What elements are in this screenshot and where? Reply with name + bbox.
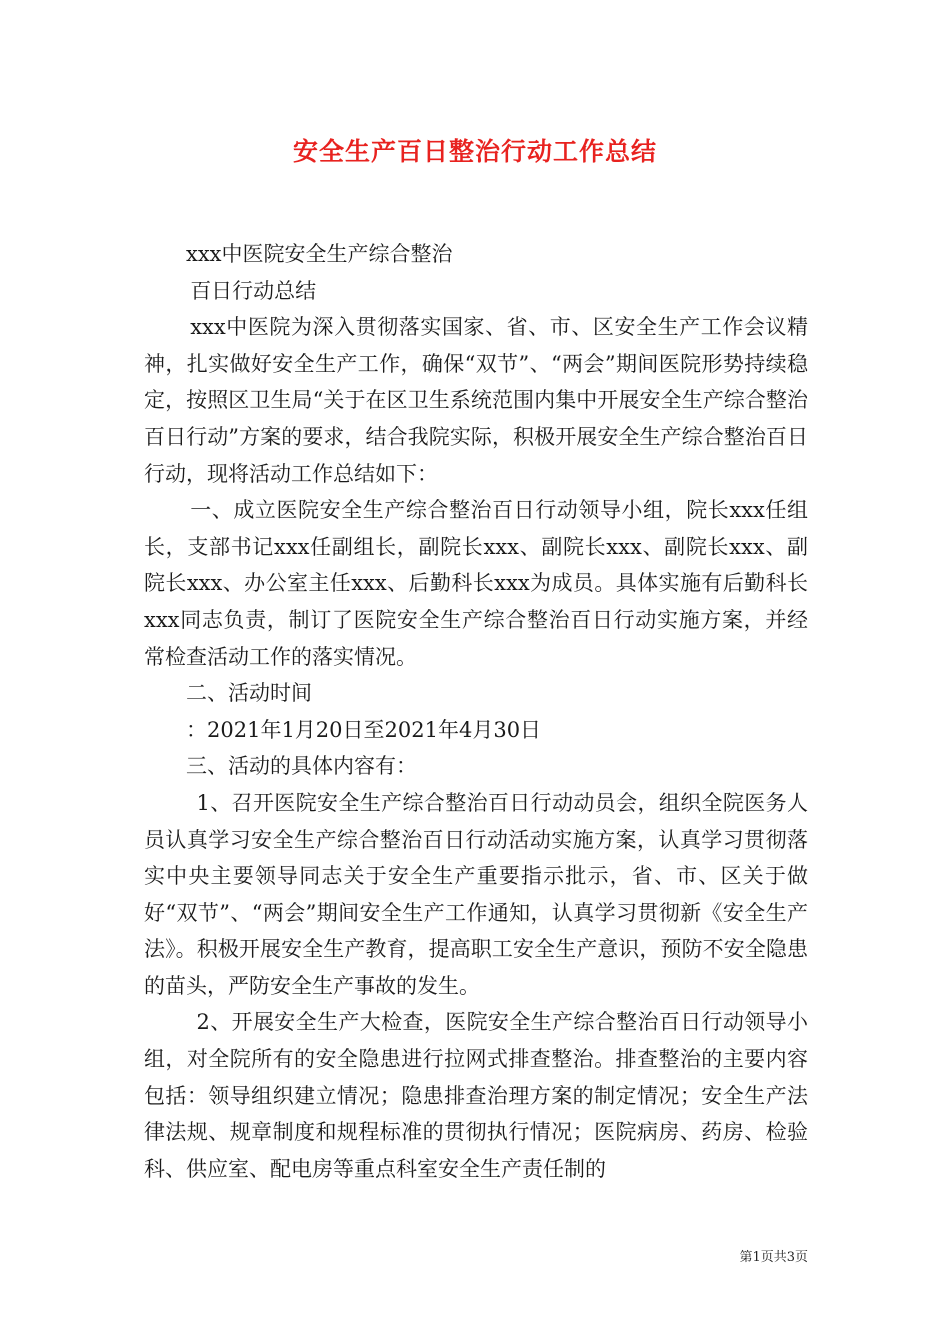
paragraph-item-two: 2、开展安全生产大检查，医院安全生产综合整治百日行动领导小组，对全院所有的安全隐患进行拉网式排查整治。排查整治的主要内容包括：领导组织建立情况；隐患排查治理方案的制定情况；安全生产法律法规、规章制度和规程标准的贯彻执行情况；医院病房、药房、检验科、供应室、配电房等重点科室安全生产责任制的 [144,1010,808,1181]
paragraph-item-one: 1、召开医院安全生产综合整治百日行动动员会，组织全院医务人员认真学习安全生产综合整治百日行动活动实施方案，认真学习贯彻落实中央主要领导同志关于安全生产重要指示批示，省、市、区关于做好“双节”、“两会”期间安全生产工作通知，认真学习贯彻新《安全生产法》。积极开展安全生产教育，提高职工安全生产意识，预防不安全隐患的苗头，严防安全生产事故的发生。 [144,790,808,998]
paragraph-section-two: 二、活动时间 [186,681,312,706]
paragraph-org-heading: xxx中医院安全生产综合整治 [186,242,453,266]
page-number: 第1页共3页 [739,1250,808,1265]
paragraph-subheading: 百日行动总结 [190,278,317,303]
paragraph-intro: xxx中医院为深入贯彻落实国家、省、市、区安全生产工作会议精神，扎实做好安全生产工作，确保“双节”、“两会”期间医院形势持续稳定，按照区卫生局“关于在区卫生系统范围内集中开展安全生产综合整治百日行动”方案的要求，结合我院实际，积极开展安全生产综合整治百日行动，现将活动工作总结如下： [144,315,808,486]
document-body [144,236,808,1187]
paragraph-time-range: ：2021年1月20日至2021年4月30日 [186,717,542,742]
document-title: 安全生产百日整治行动工作总结 [292,137,657,166]
paragraph-section-one: 一、成立医院安全生产综合整治百日行动领导小组，院长xxx任组长，支部书记xxx任副组长，副院长xxx、副院长xxx、副院长xxx、副院长xxx、办公室主任xxx、后勤科长xxx为成员。具体实施有后勤科长xxx同志负责，制订了医院安全生产综合整治百日行动实施方案，并经常检查活动工作的落实情况。 [144,498,808,669]
paragraph-section-three: 三、活动的具体内容有： [186,754,417,779]
